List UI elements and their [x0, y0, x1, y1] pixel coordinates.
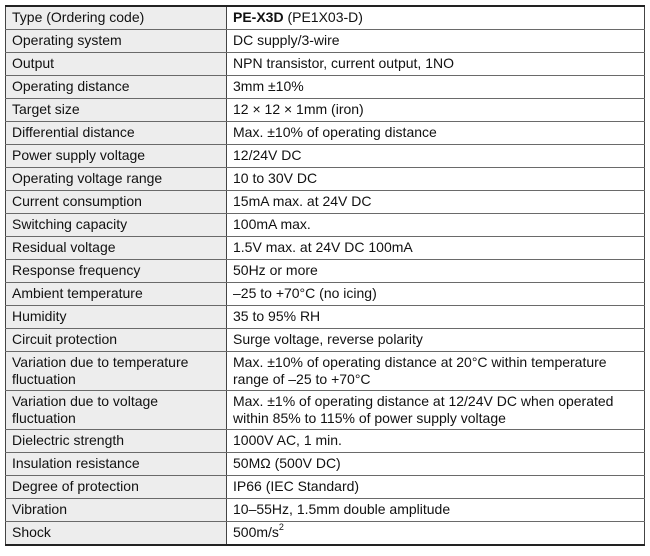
spec-value: –25 to +70°C (no icing): [227, 283, 645, 306]
table-row: [6, 99, 645, 122]
spec-label: Target size: [6, 99, 227, 122]
spec-label: Insulation resistance: [6, 453, 227, 476]
spec-value: Surge voltage, reverse polarity: [227, 329, 645, 352]
spec-value: 1000V AC, 1 min.: [227, 430, 645, 453]
table-row: [6, 30, 645, 53]
shock-value: 500m/s: [233, 524, 279, 540]
table-row: [6, 168, 645, 191]
table-row: [6, 53, 645, 76]
spec-value: NPN transistor, current output, 1NO: [227, 53, 645, 76]
spec-value: 10 to 30V DC: [227, 168, 645, 191]
table-row: [6, 145, 645, 168]
table-row: [6, 283, 645, 306]
table-row: [6, 191, 645, 214]
spec-value: 1.5V max. at 24V DC 100mA: [227, 237, 645, 260]
spec-label: Power supply voltage: [6, 145, 227, 168]
spec-label: Differential distance: [6, 122, 227, 145]
table-row: [6, 260, 645, 283]
spec-value-line: Max. ±10% of operating distance at 20°C within temperature: [233, 354, 607, 370]
table-row: [6, 329, 645, 352]
spec-label: Operating voltage range: [6, 168, 227, 191]
spec-label-line: Variation due to voltage: [12, 393, 159, 409]
table-row: [6, 430, 645, 453]
spec-value: 3mm ±10%: [227, 76, 645, 99]
spec-value: [227, 352, 645, 391]
spec-label: Residual voltage: [6, 237, 227, 260]
spec-label: Operating distance: [6, 76, 227, 99]
spec-label: Circuit protection: [6, 329, 227, 352]
superscript: 2: [278, 522, 284, 533]
spec-label: [6, 391, 227, 430]
table-row: [6, 476, 645, 499]
spec-label: Current consumption: [6, 191, 227, 214]
spec-value: [227, 6, 645, 30]
spec-label-line: Variation due to temperature: [12, 354, 189, 370]
spec-value: [227, 391, 645, 430]
spec-label: Shock: [6, 522, 227, 546]
table-row: [6, 391, 645, 430]
spec-label: Degree of protection: [6, 476, 227, 499]
spec-label: Output: [6, 53, 227, 76]
spec-label: Humidity: [6, 306, 227, 329]
spec-label-line: fluctuation: [12, 371, 76, 387]
spec-value: DC supply/3-wire: [227, 30, 645, 53]
spec-label: Dielectric strength: [6, 430, 227, 453]
spec-value: 50MΩ (500V DC): [227, 453, 645, 476]
table-row: [6, 306, 645, 329]
table-row: [6, 237, 645, 260]
table-row-type: [6, 6, 645, 30]
spec-value: 35 to 95% RH: [227, 306, 645, 329]
spec-value: [227, 522, 645, 546]
table-row: [6, 453, 645, 476]
ordering-code: (PE1X03-D): [283, 9, 363, 25]
spec-label: Switching capacity: [6, 214, 227, 237]
spec-value-line: Max. ±1% of operating distance at 12/24V DC when operated: [233, 393, 614, 409]
table-row: [6, 214, 645, 237]
spec-label: Vibration: [6, 499, 227, 522]
spec-label-line: fluctuation: [12, 410, 76, 426]
spec-label: [6, 352, 227, 391]
table-row: [6, 352, 645, 391]
spec-value-line: range of –25 to +70°C: [233, 371, 371, 387]
table-row: [6, 122, 645, 145]
spec-value: 50Hz or more: [227, 260, 645, 283]
spec-value: 15mA max. at 24V DC: [227, 191, 645, 214]
spec-value: IP66 (IEC Standard): [227, 476, 645, 499]
table-row: [6, 76, 645, 99]
spec-label: Response frequency: [6, 260, 227, 283]
spec-value: 10–55Hz, 1.5mm double amplitude: [227, 499, 645, 522]
spec-label: Operating system: [6, 30, 227, 53]
spec-label: Type (Ordering code): [6, 6, 227, 30]
spec-value: 12 × 12 × 1mm (iron): [227, 99, 645, 122]
spec-value: 100mA max.: [227, 214, 645, 237]
spec-value: Max. ±10% of operating distance: [227, 122, 645, 145]
table-row-shock: [6, 522, 645, 546]
specifications-table: [5, 5, 645, 546]
spec-value: 12/24V DC: [227, 145, 645, 168]
table-row: [6, 499, 645, 522]
spec-label: Ambient temperature: [6, 283, 227, 306]
model-name: PE-X3D: [233, 9, 284, 25]
spec-value-line: within 85% to 115% of power supply voltage: [233, 410, 506, 426]
